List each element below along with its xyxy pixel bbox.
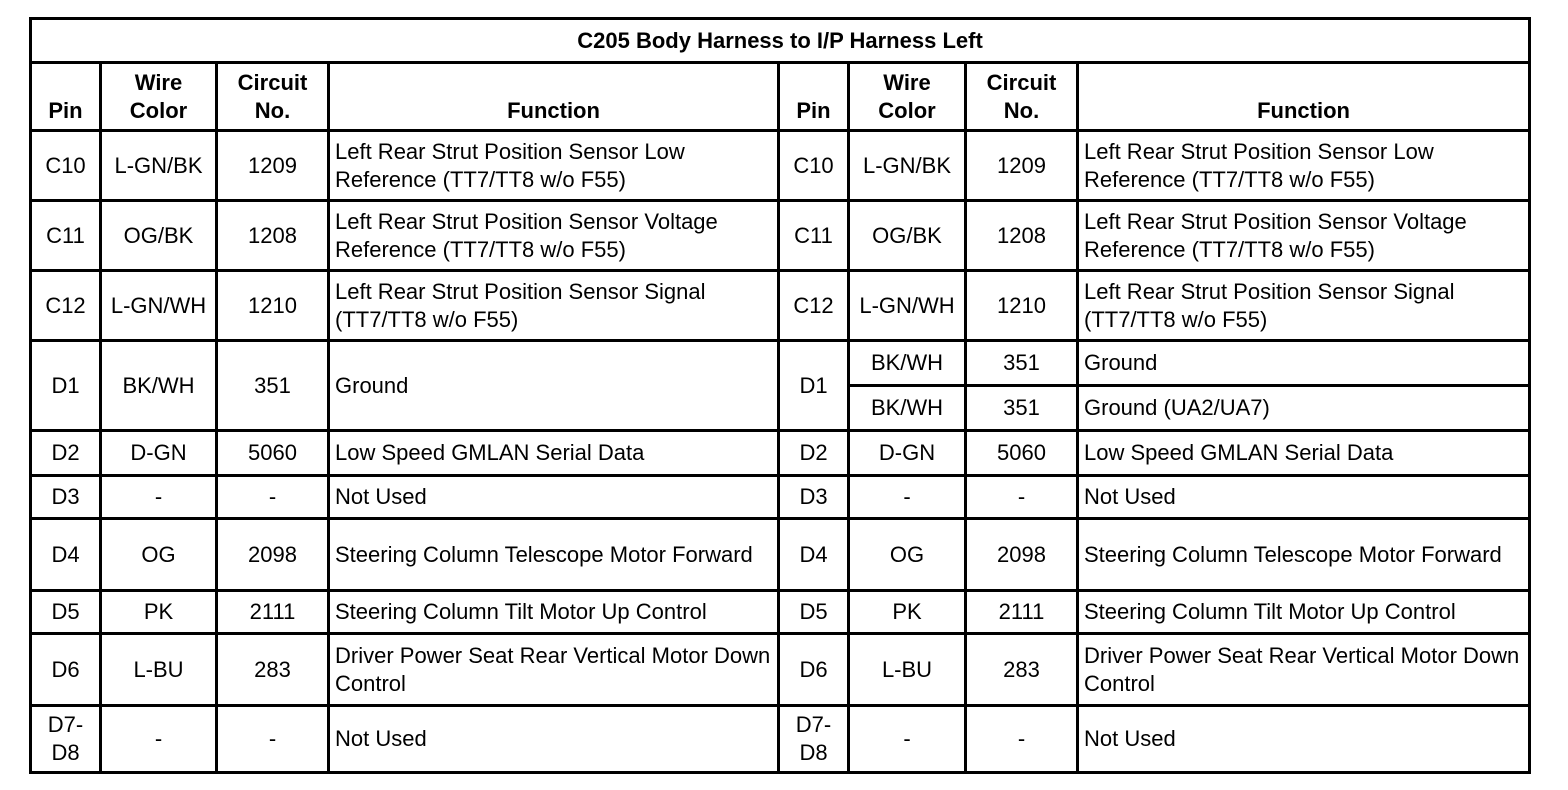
circuit-cell: 351 <box>217 341 329 431</box>
function-cell: Left Rear Strut Position Sensor Signal (TT7/TT8 w/o F55) <box>1078 271 1530 341</box>
circuit-cell: 283 <box>217 634 329 706</box>
pin-cell: D6 <box>779 634 849 706</box>
function-cell: Steering Column Telescope Motor Forward <box>329 519 779 591</box>
header-wire-color: Wire Color <box>101 63 217 131</box>
table-row <box>31 591 1530 634</box>
function-cell: Left Rear Strut Position Sensor Voltage Reference (TT7/TT8 w/o F55) <box>1078 201 1530 271</box>
function-cell: Left Rear Strut Position Sensor Low Reference (TT7/TT8 w/o F55) <box>1078 131 1530 201</box>
wire-color-cell: OG/BK <box>101 201 217 271</box>
function-cell: Left Rear Strut Position Sensor Voltage Reference (TT7/TT8 w/o F55) <box>329 201 779 271</box>
header-pin: Pin <box>779 63 849 131</box>
wire-color-cell: L-GN/BK <box>101 131 217 201</box>
pin-cell: D5 <box>779 591 849 634</box>
function-cell: Driver Power Seat Rear Vertical Motor Down Control <box>1078 634 1530 706</box>
function-cell: Steering Column Tilt Motor Up Control <box>329 591 779 634</box>
circuit-cell: 1210 <box>217 271 329 341</box>
table-row <box>31 341 1530 386</box>
function-cell: Ground <box>329 341 779 431</box>
pin-cell: D4 <box>31 519 101 591</box>
wire-color-cell: L-BU <box>101 634 217 706</box>
circuit-cell: 2098 <box>217 519 329 591</box>
function-cell: Steering Column Tilt Motor Up Control <box>1078 591 1530 634</box>
wire-color-cell: - <box>849 476 966 519</box>
header-circuit-no: Circuit No. <box>217 63 329 131</box>
function-cell: Low Speed GMLAN Serial Data <box>1078 431 1530 476</box>
wire-color-cell: D-GN <box>849 431 966 476</box>
wire-color-cell: PK <box>101 591 217 634</box>
circuit-cell: - <box>966 706 1078 773</box>
pin-cell: D1 <box>779 341 849 431</box>
circuit-cell: - <box>217 706 329 773</box>
table-row <box>31 201 1530 271</box>
table-row <box>31 271 1530 341</box>
pin-cell: D2 <box>779 431 849 476</box>
wire-color-cell: D-GN <box>101 431 217 476</box>
table-row <box>31 519 1530 591</box>
pin-cell: C11 <box>779 201 849 271</box>
pin-cell: D7-D8 <box>779 706 849 773</box>
pin-cell: D2 <box>31 431 101 476</box>
function-cell: Steering Column Telescope Motor Forward <box>1078 519 1530 591</box>
connector-table <box>29 17 1531 774</box>
pin-cell: C12 <box>31 271 101 341</box>
header-row <box>31 63 1530 131</box>
pin-cell: C12 <box>779 271 849 341</box>
pin-cell: C10 <box>31 131 101 201</box>
table-row <box>31 476 1530 519</box>
pin-cell: D3 <box>779 476 849 519</box>
header-function: Function <box>329 63 779 131</box>
function-cell: Low Speed GMLAN Serial Data <box>329 431 779 476</box>
circuit-cell: 2098 <box>966 519 1078 591</box>
header-function: Function <box>1078 63 1530 131</box>
circuit-cell: 5060 <box>966 431 1078 476</box>
circuit-cell: 2111 <box>217 591 329 634</box>
circuit-cell: 2111 <box>966 591 1078 634</box>
wire-color-cell: BK/WH <box>849 341 966 386</box>
pin-cell: D6 <box>31 634 101 706</box>
wire-color-cell: - <box>849 706 966 773</box>
pin-cell: D7-D8 <box>31 706 101 773</box>
pin-cell: D1 <box>31 341 101 431</box>
table-row <box>31 706 1530 773</box>
pin-cell: D3 <box>31 476 101 519</box>
pin-cell: D4 <box>779 519 849 591</box>
wire-color-cell: L-GN/WH <box>101 271 217 341</box>
function-cell: Driver Power Seat Rear Vertical Motor Down Control <box>329 634 779 706</box>
function-cell: Ground (UA2/UA7) <box>1078 386 1530 431</box>
table-row <box>31 634 1530 706</box>
circuit-cell: - <box>966 476 1078 519</box>
wire-color-cell: OG <box>101 519 217 591</box>
wire-color-cell: BK/WH <box>101 341 217 431</box>
function-cell: Not Used <box>1078 476 1530 519</box>
function-cell: Not Used <box>329 706 779 773</box>
circuit-cell: 351 <box>966 341 1078 386</box>
header-circuit-no: Circuit No. <box>966 63 1078 131</box>
circuit-cell: 1210 <box>966 271 1078 341</box>
function-cell: Left Rear Strut Position Sensor Low Reference (TT7/TT8 w/o F55) <box>329 131 779 201</box>
circuit-cell: 1209 <box>217 131 329 201</box>
header-pin: Pin <box>31 63 101 131</box>
wire-color-cell: PK <box>849 591 966 634</box>
circuit-cell: 5060 <box>217 431 329 476</box>
function-cell: Ground <box>1078 341 1530 386</box>
circuit-cell: 1208 <box>966 201 1078 271</box>
circuit-cell: 283 <box>966 634 1078 706</box>
function-cell: Left Rear Strut Position Sensor Signal (TT7/TT8 w/o F55) <box>329 271 779 341</box>
table-row <box>31 431 1530 476</box>
circuit-cell: - <box>217 476 329 519</box>
pin-cell: C11 <box>31 201 101 271</box>
wire-color-cell: OG <box>849 519 966 591</box>
wire-color-cell: OG/BK <box>849 201 966 271</box>
wire-color-cell: - <box>101 706 217 773</box>
wire-color-cell: L-BU <box>849 634 966 706</box>
table-title: C205 Body Harness to I/P Harness Left <box>31 19 1530 63</box>
pin-cell: C10 <box>779 131 849 201</box>
table-row <box>31 131 1530 201</box>
circuit-cell: 1209 <box>966 131 1078 201</box>
wire-color-cell: - <box>101 476 217 519</box>
wire-color-cell: L-GN/BK <box>849 131 966 201</box>
function-cell: Not Used <box>1078 706 1530 773</box>
function-cell: Not Used <box>329 476 779 519</box>
wire-color-cell: L-GN/WH <box>849 271 966 341</box>
wire-color-cell: BK/WH <box>849 386 966 431</box>
circuit-cell: 1208 <box>217 201 329 271</box>
header-wire-color: Wire Color <box>849 63 966 131</box>
circuit-cell: 351 <box>966 386 1078 431</box>
pin-cell: D5 <box>31 591 101 634</box>
